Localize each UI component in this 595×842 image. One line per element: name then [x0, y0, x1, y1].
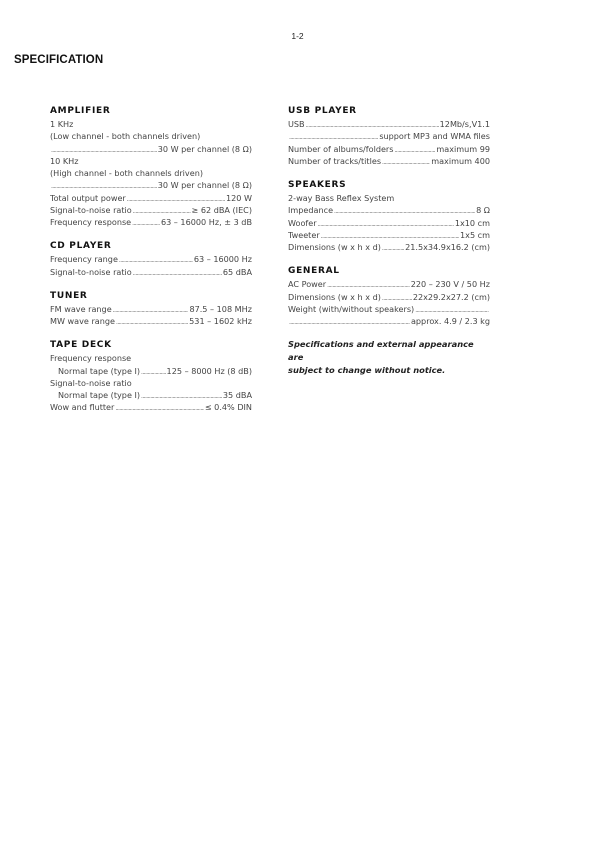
spec-line — [288, 130, 490, 142]
tape-deck-lines — [50, 352, 252, 413]
spec-line — [50, 401, 252, 413]
spec-value: 120 W — [225, 192, 252, 203]
dot-leader — [289, 315, 410, 327]
dot-leader — [113, 303, 189, 315]
disclaimer-notice: Specifications and external appearance are subject to change without notice. — [288, 339, 474, 376]
spec-line — [50, 192, 252, 204]
page-title: SPECIFICATION — [14, 54, 104, 66]
general-lines — [288, 278, 490, 327]
spec-label: Weight (with/without speakers) — [288, 303, 415, 314]
amplifier-section — [50, 104, 252, 228]
speakers-lines — [288, 192, 490, 253]
spec-line — [50, 365, 252, 377]
spec-label: Total output power — [50, 192, 126, 203]
spec-label: Dimensions (w x h x d) — [288, 242, 381, 252]
spec-value: 8 Ω — [476, 205, 490, 216]
spec-label: USB — [288, 119, 305, 129]
spec-line — [50, 253, 252, 265]
dot-leader — [51, 179, 157, 191]
speakers-heading: SPEAKERS — [288, 180, 347, 190]
spec-label: Dimensions (w x h x d) — [288, 291, 381, 302]
dot-leader — [318, 217, 454, 229]
cd-player-lines — [50, 253, 252, 278]
dot-leader — [327, 278, 410, 290]
spec-value: 87.5 – 108 MHz — [189, 303, 252, 314]
spec-label: Tweeter — [288, 229, 320, 240]
dot-leader — [306, 118, 439, 130]
spec-label: Signal-to-noise ratio — [50, 204, 132, 215]
spec-text: Frequency response — [50, 353, 132, 364]
usb-player-section — [288, 104, 490, 167]
page-number: 1-2 — [291, 31, 304, 41]
spec-line — [288, 229, 490, 241]
spec-value: approx. 4.9 / 2.3 kg — [410, 316, 490, 326]
spec-value: 220 – 230 V / 50 Hz — [410, 279, 490, 290]
spec-label: Normal tape (type I) — [58, 365, 141, 376]
right-column — [288, 104, 490, 377]
dot-leader — [334, 204, 475, 216]
tape-deck-heading: TAPE DECK — [50, 340, 112, 351]
spec-line — [288, 291, 490, 303]
dot-leader — [132, 216, 160, 228]
spec-value: 1x10 cm — [454, 217, 490, 228]
spec-text: (Low channel - both channels driven) — [50, 131, 201, 142]
spec-line — [288, 217, 490, 229]
spec-line — [288, 118, 490, 130]
spec-value: maximum 99 — [436, 143, 490, 154]
spec-line — [50, 179, 252, 191]
spec-label: Wow and flutter — [50, 402, 115, 413]
spec-value: ≤ 0.4% DIN — [204, 402, 252, 413]
spec-label: MW wave range — [50, 316, 116, 326]
spec-value: 30 W per channel (8 Ω) — [157, 143, 252, 154]
dot-leader — [141, 389, 222, 401]
spec-label: FM wave range — [50, 303, 112, 314]
tape-deck-section — [50, 338, 252, 413]
spec-line — [288, 143, 490, 155]
spec-value: 12Mb/s,V1.1 — [439, 119, 490, 129]
spec-text: 1 KHz — [50, 119, 74, 129]
dot-leader — [382, 291, 412, 303]
spec-text: 10 KHz — [50, 155, 79, 166]
spec-line — [50, 143, 252, 155]
spec-line — [288, 204, 490, 216]
spec-value: support MP3 and WMA files — [379, 131, 490, 142]
spec-value: 1x5 cm — [460, 229, 490, 240]
spec-line — [50, 315, 252, 327]
dot-leader — [119, 253, 193, 265]
speakers-section — [288, 178, 490, 253]
spec-label: Frequency range — [50, 254, 118, 265]
tuner-heading: TUNER — [50, 290, 88, 301]
spec-value: ≥ 62 dBA (IEC) — [191, 204, 252, 215]
spec-value: 531 – 1602 kHz — [189, 316, 252, 326]
general-heading: GENERAL — [288, 266, 340, 277]
dot-leader — [127, 192, 225, 204]
dot-leader — [133, 204, 191, 216]
spec-line — [288, 241, 490, 253]
tuner-section — [50, 289, 252, 328]
cd-player-section — [50, 239, 252, 278]
left-column — [50, 104, 252, 425]
spec-value: 63 – 16000 Hz, ± 3 dB — [160, 217, 252, 227]
dot-leader — [141, 365, 166, 377]
spec-text: 2-way Bass Reflex System — [288, 193, 395, 203]
spec-line — [288, 303, 490, 315]
amplifier-lines — [50, 118, 252, 228]
dot-leader — [51, 143, 157, 155]
spec-text: Signal-to-noise ratio — [50, 377, 132, 388]
spec-line — [50, 303, 252, 315]
dot-leader — [394, 143, 435, 155]
spec-value: 35 dBA — [222, 390, 252, 400]
dot-leader — [289, 130, 378, 142]
spec-line — [50, 389, 252, 401]
spec-line — [288, 278, 490, 290]
cd-player-heading: CD PLAYER — [50, 241, 112, 252]
spec-value: 21.5x34.9x16.2 (cm) — [405, 242, 490, 252]
spec-value: 63 – 16000 Hz — [193, 254, 252, 265]
spec-line — [288, 155, 490, 167]
dot-leader — [321, 229, 459, 241]
tuner-lines — [50, 303, 252, 328]
dot-leader — [115, 401, 203, 413]
dot-leader — [382, 155, 430, 167]
spec-label: Number of albums/folders — [288, 143, 394, 154]
spec-label: Normal tape (type I) — [58, 390, 141, 400]
spec-value: 65 dBA — [222, 266, 252, 277]
dot-leader — [116, 315, 188, 327]
spec-label: AC Power — [288, 279, 327, 290]
spec-label: Frequency response — [50, 217, 132, 227]
spec-label: Signal-to-noise ratio — [50, 266, 132, 277]
usb-player-heading: USB PLAYER — [288, 106, 357, 116]
spec-value: maximum 400 — [431, 155, 490, 166]
spec-line — [50, 204, 252, 216]
general-section — [288, 264, 490, 327]
dot-leader — [415, 303, 489, 315]
dot-leader — [382, 241, 404, 253]
spec-line — [50, 266, 252, 278]
usb-player-lines — [288, 118, 490, 167]
spec-label: Woofer — [288, 217, 317, 228]
spec-label: Impedance — [288, 205, 334, 216]
spec-value: 125 – 8000 Hz (8 dB) — [166, 365, 252, 376]
spec-line — [50, 216, 252, 228]
dot-leader — [133, 266, 222, 278]
spec-line — [288, 315, 490, 327]
amplifier-heading: AMPLIFIER — [50, 106, 111, 116]
spec-text: (High channel - both channels driven) — [50, 168, 203, 178]
spec-label: Number of tracks/titles — [288, 155, 382, 166]
spec-value: 30 W per channel (8 Ω) — [157, 180, 252, 191]
spec-value: 22x29.2x27.2 (cm) — [412, 291, 490, 302]
